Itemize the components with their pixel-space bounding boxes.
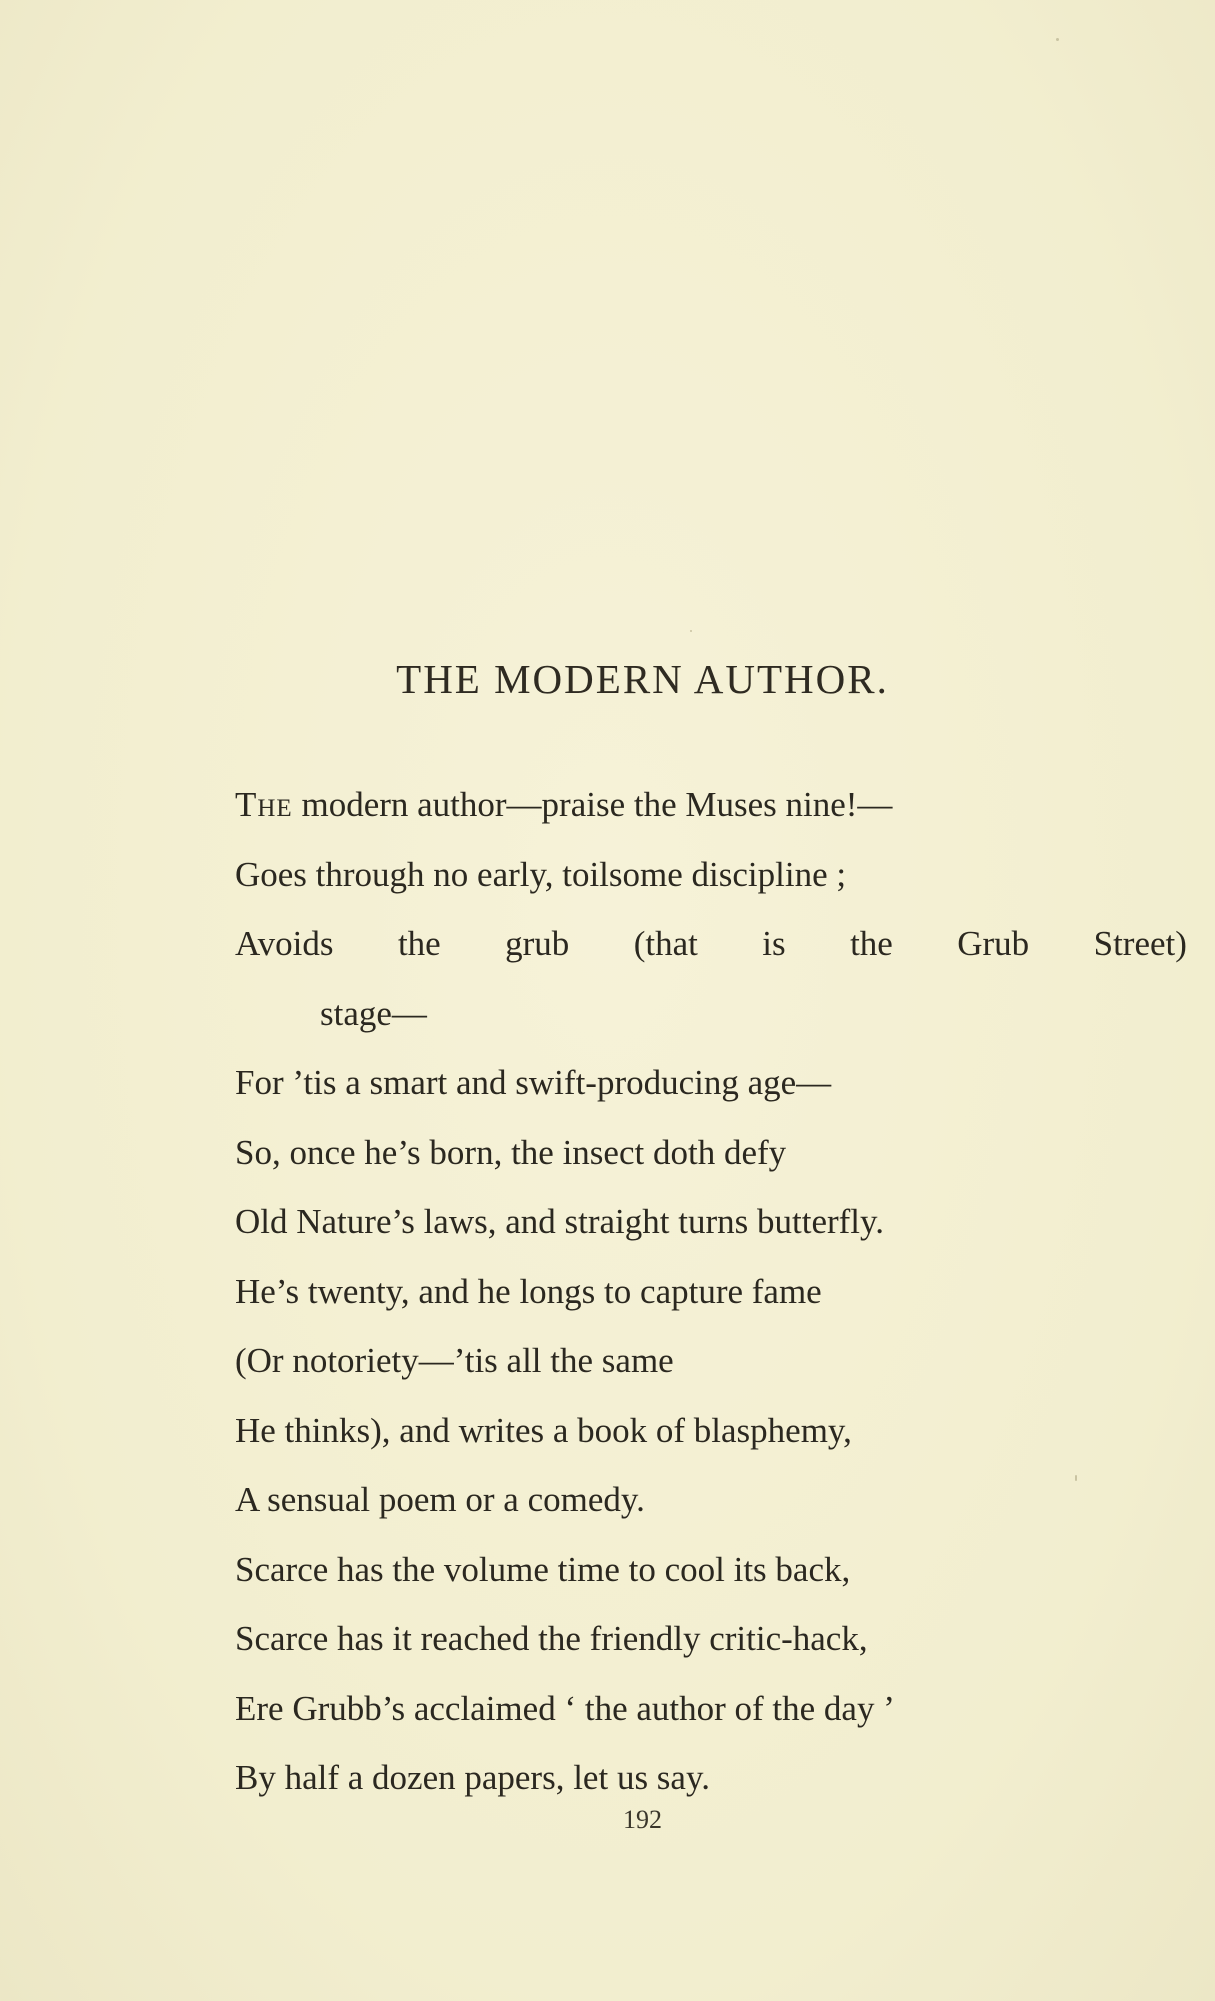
poem-line-11: Scarce has the volume time to cool its back, xyxy=(235,1549,851,1589)
word: Street) xyxy=(1093,924,1187,963)
poem-line-4: For ’tis a smart and swift-producing age— xyxy=(235,1063,832,1102)
poem-title: THE MODERN AUTHOR. xyxy=(396,656,889,702)
opening-word: The xyxy=(235,785,293,824)
poem-line-1 xyxy=(235,770,1195,840)
poem-line-3 xyxy=(235,909,1187,979)
word: grub xyxy=(505,924,570,963)
poem-line-12: Scarce has it reached the friendly critic-hack, xyxy=(235,1619,868,1658)
line-text: modern author—praise the Muses nine!— xyxy=(292,785,893,824)
poem-line-9: He thinks), and writes a book of blasphemy, xyxy=(235,1410,852,1450)
poem-line-8: (Or notoriety—’tis all the same xyxy=(235,1341,674,1380)
page-number: 192 xyxy=(623,1805,662,1834)
poem-line-6: Old Nature’s laws, and straight turns butterfly. xyxy=(235,1202,884,1241)
paper-speck xyxy=(690,630,692,632)
word: (that xyxy=(633,924,698,963)
poem-line-7: He’s twenty, and he longs to capture fame xyxy=(235,1271,822,1311)
poem-line-5: So, once he’s born, the insect doth defy xyxy=(235,1132,787,1172)
paper-speck xyxy=(1056,38,1059,41)
poem-body xyxy=(235,770,1195,1813)
poem-line-14: By half a dozen papers, let us say. xyxy=(235,1758,710,1797)
poem-line-3-continuation: stage— xyxy=(320,993,427,1033)
word: the xyxy=(850,924,893,963)
word: Grub xyxy=(957,924,1030,963)
poem-line-10: A sensual poem or a comedy. xyxy=(235,1480,645,1519)
poem-line-13: Ere Grubb’s acclaimed ‘ the author of the day ’ xyxy=(235,1688,895,1728)
word: is xyxy=(762,924,786,963)
word: Avoids xyxy=(235,924,334,963)
word: the xyxy=(397,924,441,963)
poem-line-2: Goes through no early, toilsome discipline ; xyxy=(235,854,847,894)
